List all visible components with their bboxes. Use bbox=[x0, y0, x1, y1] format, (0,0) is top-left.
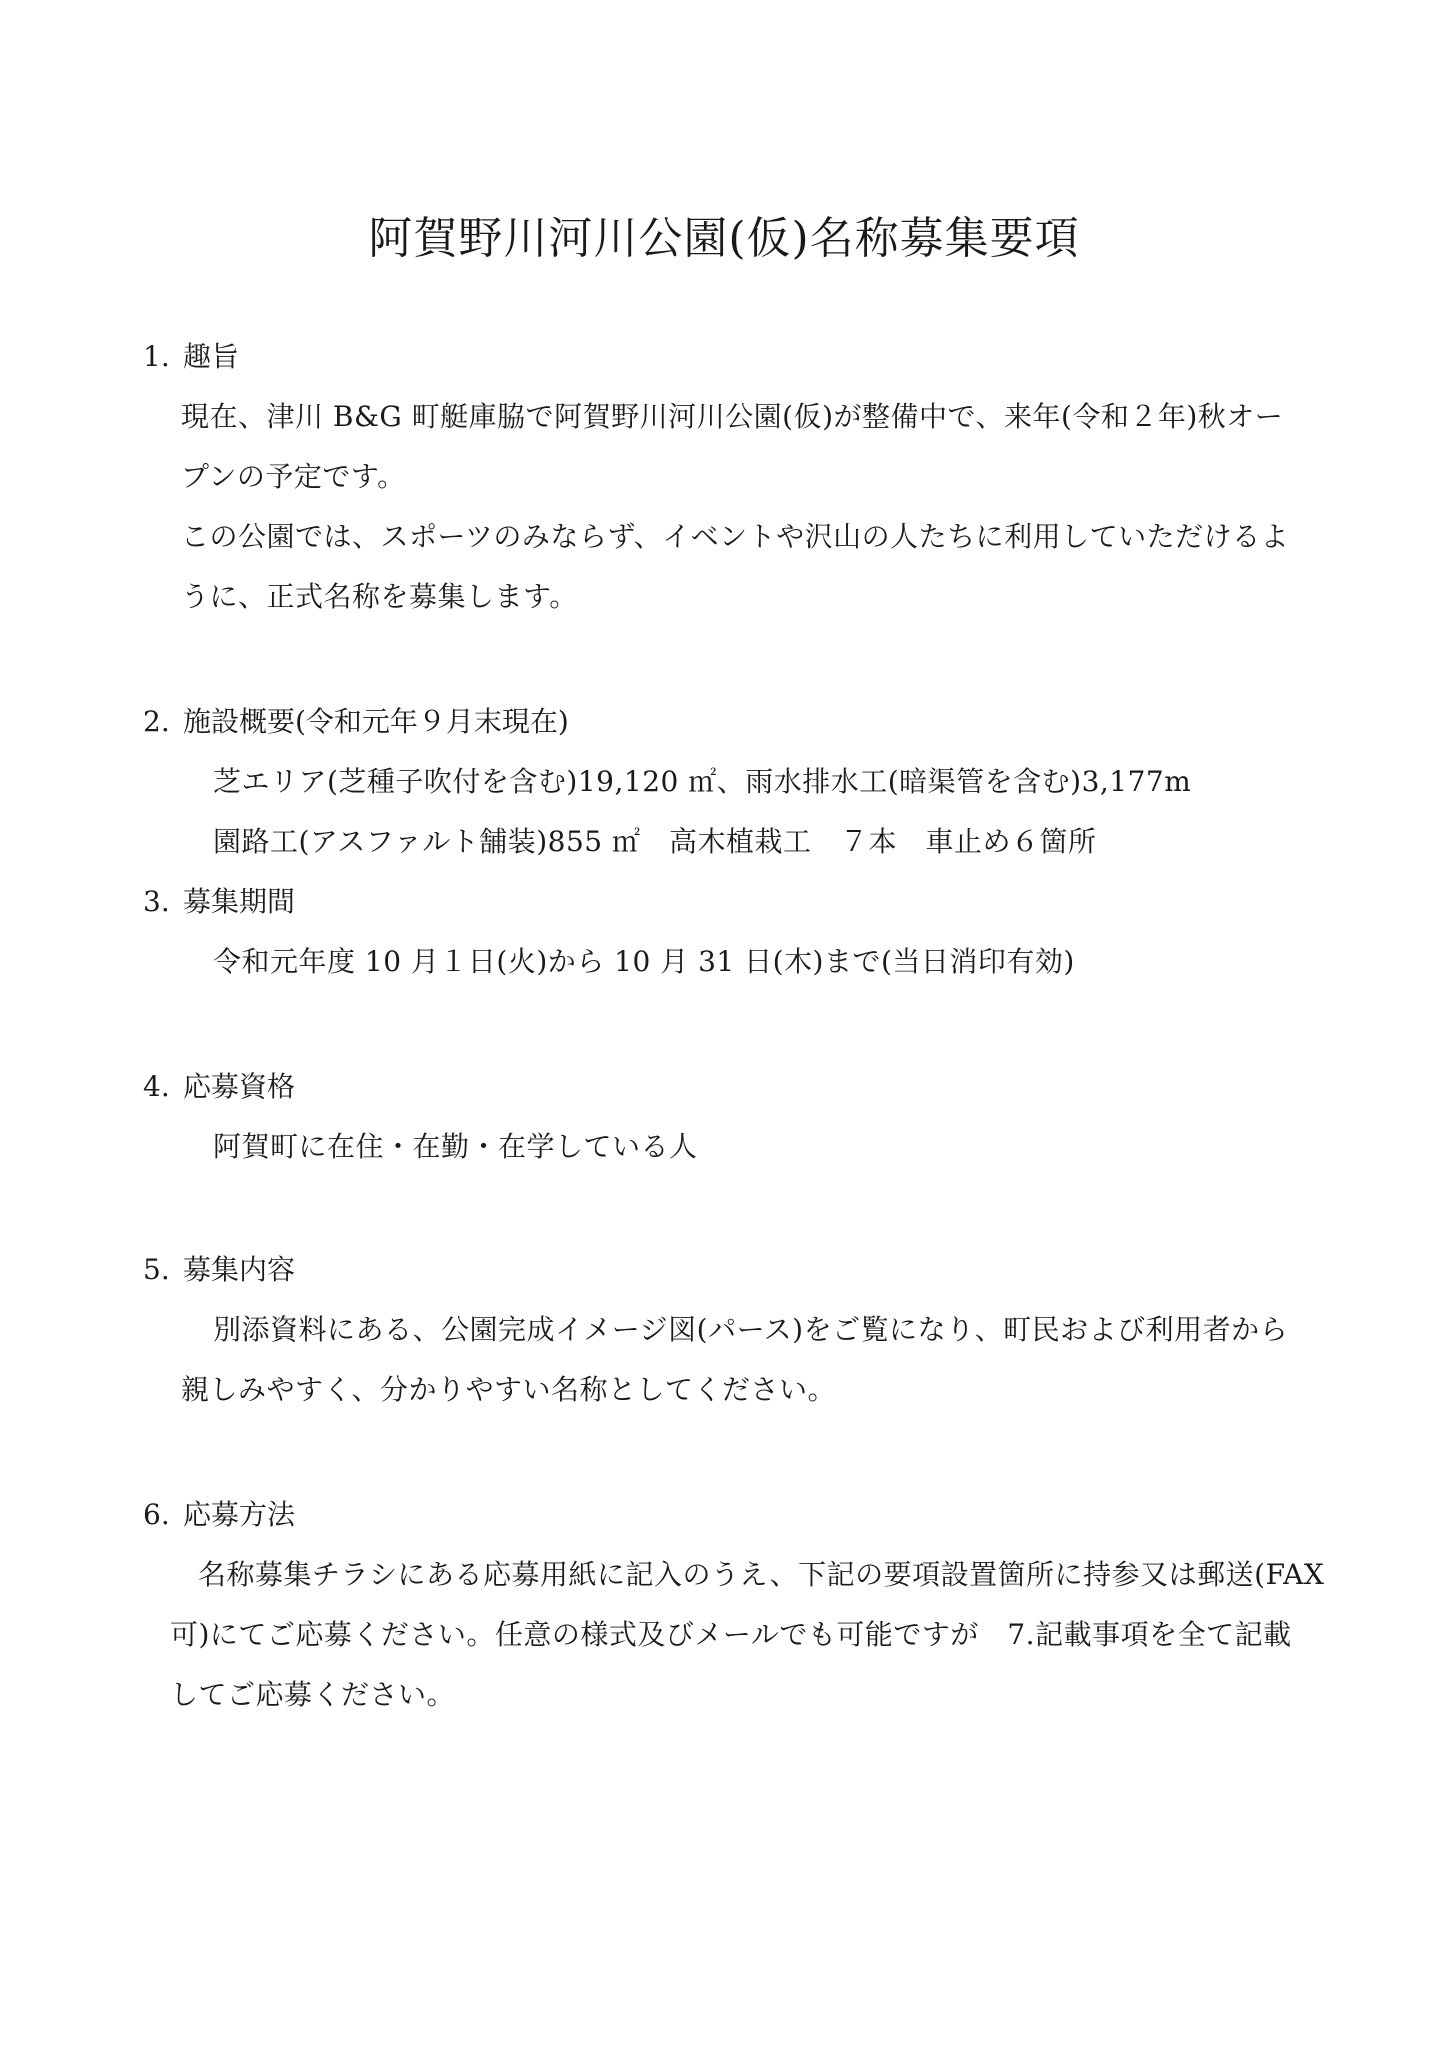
section-heading-text: 募集期間 bbox=[183, 885, 296, 918]
section-2-line: 園路工(アスファルト舗装)855 ㎡ 高木植栽工 ７本 車止め６箇所 bbox=[213, 825, 1097, 858]
section-heading-text: 応募方法 bbox=[183, 1498, 296, 1531]
page-title: 阿賀野川河川公園(仮)名称募集要項 bbox=[368, 213, 1080, 264]
section-1-heading bbox=[143, 335, 239, 375]
section-heading-text: 応募資格 bbox=[183, 1070, 296, 1103]
section-number: 3. bbox=[143, 885, 170, 918]
section-3-line: 令和元年度 10 月１日(火)から 10 月 31 日(木)まで(当日消印有効) bbox=[213, 945, 1075, 978]
section-number: 4. bbox=[143, 1070, 170, 1103]
section-5-heading bbox=[143, 1248, 295, 1288]
section-heading-text: 募集内容 bbox=[183, 1253, 296, 1286]
section-heading-text: 趣旨 bbox=[183, 340, 240, 373]
section-6-line: してご応募ください。 bbox=[170, 1678, 456, 1711]
section-6-line: 名称募集チラシにある応募用紙に記入のうえ、下記の要項設置箇所に持参又は郵送(FAX bbox=[198, 1558, 1325, 1591]
section-1-line: うに、正式名称を募集します。 bbox=[181, 580, 578, 613]
section-2-line: 芝エリア(芝種子吹付を含む)19,120 ㎡、雨水排水工(暗渠管を含む)3,177m bbox=[213, 765, 1192, 798]
section-4-line: 阿賀町に在住・在勤・在学している人 bbox=[213, 1130, 698, 1163]
section-number: 2. bbox=[143, 705, 170, 738]
section-6-heading bbox=[143, 1493, 295, 1533]
section-1-line: 現在、津川 B&G 町艇庫脇で阿賀野川河川公園(仮)が整備中で、来年(令和２年)秋オー bbox=[181, 400, 1284, 433]
section-5-line: 親しみやすく、分かりやすい名称としてください。 bbox=[181, 1373, 836, 1406]
section-3-heading bbox=[143, 880, 295, 920]
section-number: 5. bbox=[143, 1253, 170, 1286]
section-2-heading bbox=[143, 700, 569, 740]
section-number: 6. bbox=[143, 1498, 170, 1531]
section-heading-text: 施設概要(令和元年９月末現在) bbox=[183, 705, 569, 738]
section-6-line: 可)にてご応募ください。任意の様式及びメールでも可能ですが 7.記載事項を全て記載 bbox=[170, 1618, 1292, 1651]
section-1-line: この公園では、スポーツのみならず、イベントや沢山の人たちに利用していただけるよ bbox=[181, 520, 1290, 553]
section-4-heading bbox=[143, 1065, 295, 1105]
section-1-line: プンの予定です。 bbox=[181, 460, 406, 493]
section-number: 1. bbox=[143, 340, 170, 373]
section-5-line: 別添資料にある、公園完成イメージ図(パース)をご覧になり、町民および利用者から bbox=[213, 1313, 1289, 1346]
